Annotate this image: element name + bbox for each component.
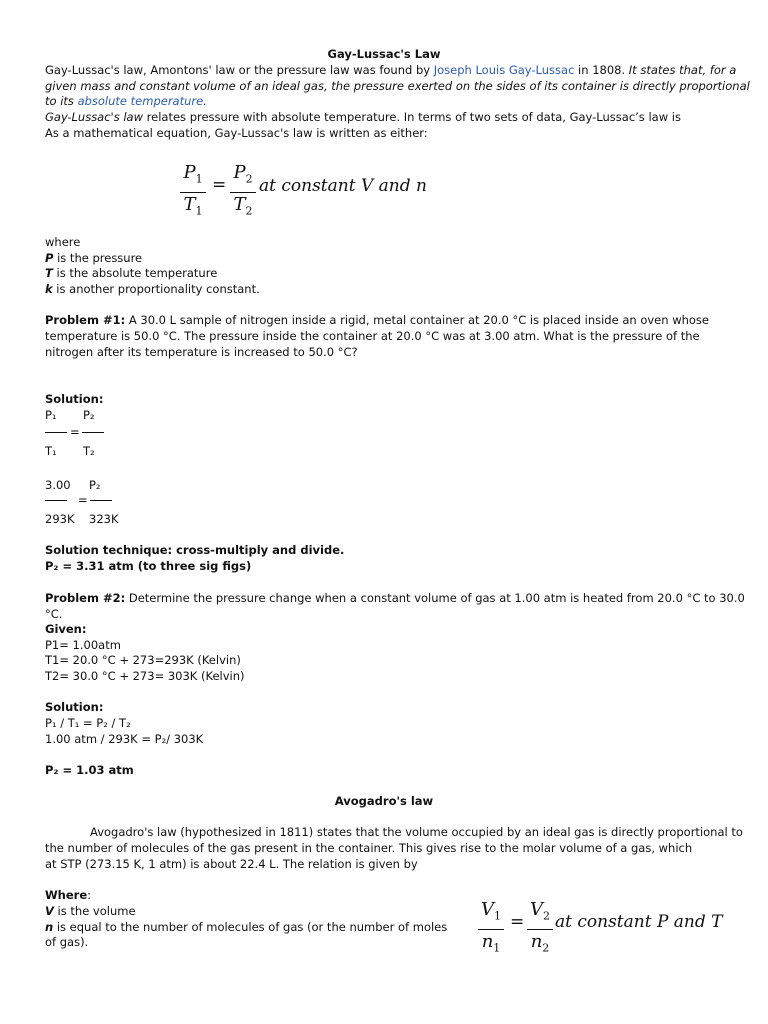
relates-line — [45, 110, 681, 125]
equation-condition: at constant V and n — [259, 176, 427, 196]
given-p1: P1= 1.00atm — [45, 638, 121, 652]
symbol: T — [45, 266, 53, 280]
f1-equals: = — [70, 425, 80, 439]
definition-text: is the volume — [53, 904, 136, 918]
link-absolute-temperature[interactable]: absolute temperature — [77, 94, 204, 108]
f2-equals: = — [78, 493, 88, 507]
f1-num-left: P₁ — [45, 408, 57, 422]
definition-n-cont: of gas). — [45, 935, 89, 949]
problem1-line-1 — [45, 313, 709, 328]
f1-den-left: T₁ — [45, 444, 57, 458]
definition-text: is the absolute temperature — [52, 266, 218, 280]
definition-text: is another proportionality constant. — [52, 282, 260, 296]
section-title-gay-lussac: Gay-Lussac's Law — [327, 47, 441, 61]
symbol-t: T — [233, 193, 246, 215]
equation-condition: at constant P and T — [555, 912, 723, 932]
fraction-v1-n1 — [478, 899, 504, 959]
fraction-p2-t2 — [230, 162, 256, 222]
symbol: k — [45, 282, 53, 296]
symbol: P — [45, 251, 54, 265]
f2-num-left: 3.00 — [45, 478, 71, 492]
equals-sign: = — [510, 912, 525, 932]
subscript: 2 — [245, 204, 253, 218]
fraction-bar — [478, 929, 504, 930]
subscript: 1 — [493, 941, 501, 955]
f2-den-right: 323K — [89, 512, 119, 526]
symbol-t: T — [183, 193, 196, 215]
avogadro-where — [45, 888, 91, 903]
problem2-line-1 — [45, 591, 745, 606]
fraction-bar — [527, 929, 553, 930]
fraction-bar — [45, 432, 67, 433]
relates-text: relates pressure with absolute temperature. In terms of two sets of data, Gay-Lussac’s law is — [143, 110, 681, 124]
problem-text: Determine the pressure change when a constant volume of gas at 1.00 atm is heated from 20.0 °C to 30.0 — [125, 591, 745, 605]
problem-label: Problem #2: — [45, 591, 126, 605]
intro-italic: . — [203, 94, 207, 108]
symbol-p: P — [233, 162, 246, 183]
problem2-line-2: °C. — [45, 607, 63, 621]
law-name: Gay-Lussac's law — [45, 110, 144, 124]
intro-italic: to its — [45, 94, 78, 108]
colon: : — [87, 888, 92, 902]
section-title-avogadro: Avogadro's law — [334, 794, 434, 808]
problem1-solution-label: Solution: — [45, 392, 104, 406]
subscript: 1 — [195, 172, 203, 186]
definition-t — [45, 266, 217, 281]
symbol-v: V — [481, 899, 494, 920]
fraction-bar — [45, 500, 67, 501]
definition-p — [45, 251, 142, 266]
fraction-bar — [82, 432, 104, 433]
given-t2: T2= 30.0 °C + 273= 303K (Kelvin) — [45, 669, 245, 683]
symbol: n — [45, 920, 54, 934]
problem-label: Problem #1: — [45, 313, 126, 327]
where-label: Where — [45, 888, 88, 902]
problem-text: A 30.0 L sample of nitrogen inside a rigid, metal container at 20.0 °C is placed inside an oven whose — [125, 313, 709, 327]
symbol-p: P — [183, 162, 196, 183]
definition-k — [45, 282, 260, 297]
f2-num-right: P₂ — [89, 478, 101, 492]
solution-technique: Solution technique: cross-multiply and divide. — [45, 543, 345, 557]
fraction-p1-t1 — [180, 162, 206, 222]
definition-n — [45, 920, 447, 935]
fraction-v2-n2 — [527, 899, 553, 959]
problem2-solution-step-1: P₁ / T₁ = P₂ / T₂ — [45, 716, 131, 730]
f1-den-right: T₂ — [83, 444, 95, 458]
definition-v — [45, 904, 136, 919]
definition-text: is the pressure — [53, 251, 143, 265]
equals-sign: = — [212, 175, 227, 195]
f1-num-right: P₂ — [83, 408, 95, 422]
given-label: Given: — [45, 622, 87, 636]
avogadro-para-line-1: Avogadro's law (hypothesized in 1811) states that the volume occupied by an ideal gas is directly proportional to — [90, 825, 743, 839]
intro-line-3 — [45, 94, 207, 109]
subscript: 1 — [195, 204, 203, 218]
symbol: V — [45, 904, 54, 918]
f2-den-left: 293K — [45, 512, 75, 526]
intro-text: in 1808. — [574, 63, 629, 77]
symbol-v: V — [530, 899, 543, 920]
fraction-bar — [90, 500, 112, 501]
intro-line-1 — [45, 63, 736, 78]
problem2-answer: P₂ = 1.03 atm — [45, 763, 134, 777]
problem2-solution-step-2: 1.00 atm / 293K = P₂/ 303K — [45, 732, 204, 746]
subscript: 2 — [543, 909, 550, 923]
symbol-n: n — [530, 930, 543, 952]
intro-italic: It states that, for a — [628, 63, 737, 77]
problem1-line-2: temperature is 50.0 °C. The pressure inside the container at 20.0 °C was at 3.00 atm. What is the pressure of the — [45, 329, 700, 343]
equation-intro: As a mathematical equation, Gay-Lussac's law is written as either: — [45, 126, 428, 140]
subscript: 2 — [245, 172, 253, 186]
problem1-answer: P₂ = 3.31 atm (to three sig figs) — [45, 559, 252, 573]
subscript: 2 — [542, 941, 550, 955]
given-t1: T1= 20.0 °C + 273=293K (Kelvin) — [45, 653, 241, 667]
subscript: 1 — [494, 909, 501, 923]
problem1-line-3: nitrogen after its temperature is increased to 50.0 °C? — [45, 345, 358, 359]
intro-line-2: given mass and constant volume of an ideal gas, the pressure exerted on the sides of its container is directly proportional — [45, 79, 750, 93]
where-label: where — [45, 235, 81, 249]
symbol-n: n — [481, 930, 494, 952]
fraction-bar — [230, 192, 256, 193]
avogadro-para-line-2: the number of molecules of the gas present in the container. This gives rise to the molar volume of a gas, which — [45, 841, 693, 855]
avogadro-para-line-3: at STP (273.15 K, 1 atm) is about 22.4 L. The relation is given by — [45, 857, 418, 871]
link-gay-lussac[interactable]: Joseph Louis Gay-Lussac — [433, 63, 575, 77]
problem2-solution-label: Solution: — [45, 700, 104, 714]
fraction-bar — [180, 192, 206, 193]
intro-text: Gay-Lussac's law, Amontons' law or the pressure law was found by — [45, 63, 434, 77]
definition-text: is equal to the number of molecules of gas (or the number of moles — [53, 920, 448, 934]
